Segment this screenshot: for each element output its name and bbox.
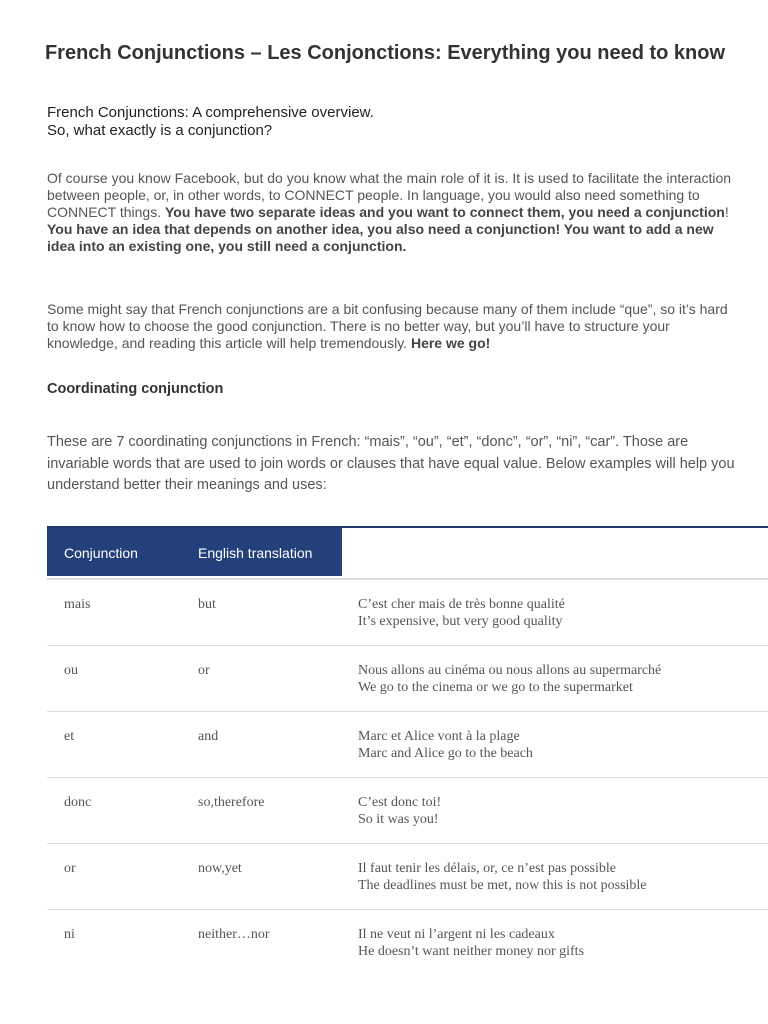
example-fr: Marc et Alice vont à la plage xyxy=(358,729,520,744)
confusion-paragraph xyxy=(47,301,737,352)
cell-conjunction: donc xyxy=(64,795,92,810)
cell-example xyxy=(358,596,565,630)
example-en: So it was you! xyxy=(358,812,439,827)
cell-conjunction: et xyxy=(64,729,75,744)
cell-example xyxy=(358,728,533,762)
example-fr: Il ne veut ni l’argent ni les cadeaux xyxy=(358,927,555,942)
conjunction-table xyxy=(47,526,768,975)
cell-translation: so,therefore xyxy=(198,795,265,810)
cell-translation: now,yet xyxy=(198,861,242,876)
here-we-go: Here we go! xyxy=(410,335,491,351)
intro-text-1: Of course you know Facebook, but do you know what the main role of it is. It is used to facilitate the interaction between people, or, in other words, to CONNECT people. In language, you would also need something to CONNECT things. xyxy=(47,170,732,220)
table-row xyxy=(47,844,768,910)
table-row xyxy=(47,646,768,712)
example-fr: Il faut tenir les délais, or, ce n’est pas possible xyxy=(358,861,616,876)
intro-bold-2: You have an idea that depends on another idea, you also need a conjunction! You want to add a new idea into an existing one, you still need a conjunction. xyxy=(47,221,714,254)
example-en: We go to the cinema or we go to the supermarket xyxy=(358,680,633,695)
example-fr: Nous allons au cinéma ou nous allons au supermarché xyxy=(358,663,662,678)
cell-translation: and xyxy=(198,729,219,744)
page-title: French Conjunctions – Les Conjonctions: Everything you need to know xyxy=(44,42,726,64)
cell-conjunction: ni xyxy=(64,927,75,942)
section-heading: Coordinating conjunction xyxy=(47,381,224,397)
cell-translation: but xyxy=(198,597,216,612)
cell-example xyxy=(358,662,661,696)
example-en: It’s expensive, but very good quality xyxy=(358,614,563,629)
example-fr: C’est donc toi! xyxy=(358,795,442,810)
table-body xyxy=(47,578,768,975)
cell-conjunction: or xyxy=(64,861,76,876)
intro-paragraph xyxy=(47,170,737,255)
cell-example xyxy=(358,860,647,894)
example-en: He doesn’t want neither money nor gifts xyxy=(358,944,585,959)
intro-text-2: ! xyxy=(724,204,729,220)
table-row xyxy=(47,778,768,844)
coordinating-paragraph: These are 7 coordinating conjunctions in French: “mais”, “ou”, “et”, “donc”, “or”, “ni”, “car”. Those are invariable words that are used to join words or clauses that have equal value. Below examples will help you understand better their meanings and uses: xyxy=(47,434,735,493)
subtitle xyxy=(47,104,737,140)
cell-example xyxy=(358,926,584,960)
cell-conjunction: ou xyxy=(64,663,78,678)
cell-translation: neither…nor xyxy=(198,927,270,942)
example-fr: C’est cher mais de très bonne qualité xyxy=(358,597,565,612)
cell-example xyxy=(358,794,441,828)
table-row xyxy=(47,910,768,975)
cell-translation: or xyxy=(198,663,210,678)
subtitle-line-2: So, what exactly is a conjunction? xyxy=(47,122,273,139)
intro-bold-1: You have two separate ideas and you want to connect them, you need a conjunction xyxy=(165,204,725,220)
example-en: The deadlines must be met, now this is not possible xyxy=(358,878,647,893)
example-en: Marc and Alice go to the beach xyxy=(358,746,533,761)
header-english-translation: English translation xyxy=(198,545,313,561)
table-row xyxy=(47,712,768,778)
cell-conjunction: mais xyxy=(64,597,91,612)
table-header xyxy=(47,526,768,578)
table-row xyxy=(47,579,768,646)
confusion-text: Some might say that French conjunctions are a bit confusing because many of them include “que”, so it’s hard to know how to choose the good conjunction. There is no better way, but you’ll have to structure your knowledge, and reading this article will help tremendously. xyxy=(47,301,728,351)
header-conjunction: Conjunction xyxy=(64,545,138,561)
subtitle-line-1: French Conjunctions: A comprehensive overview. xyxy=(47,104,374,121)
